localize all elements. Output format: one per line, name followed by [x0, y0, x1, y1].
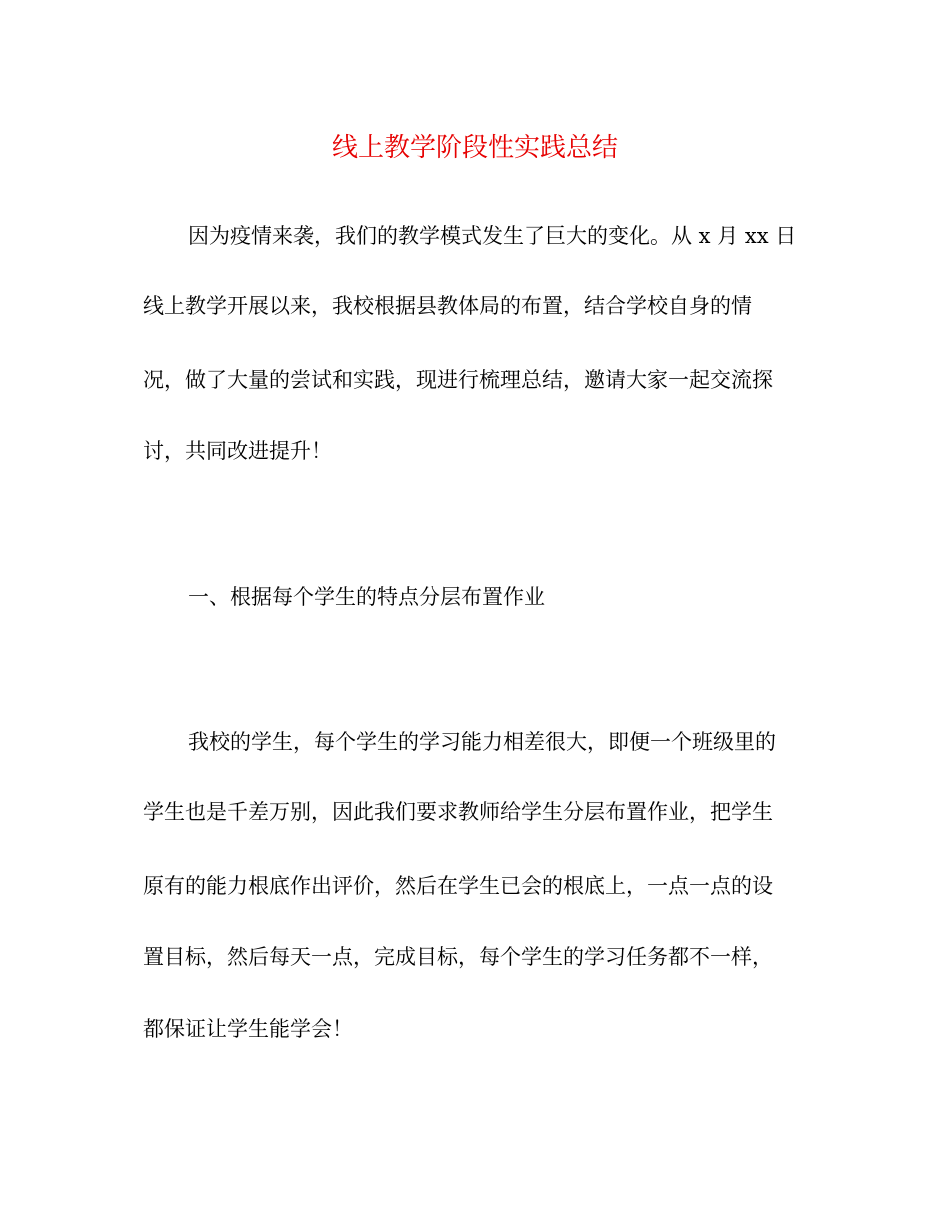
document-title: 线上教学阶段性实践总结 [331, 133, 618, 163]
section1-line-4: 置目标，然后每天一点，完成目标，每个学生的学习任务都不一样， [143, 945, 773, 969]
intro-line-2: 线上教学开展以来，我校根据县教体局的布置，结合学校自身的情 [143, 294, 752, 318]
section1-line-2: 学生也是千差万别，因此我们要求教师给学生分层布置作业，把学生 [143, 800, 773, 824]
section1-line-3: 原有的能力根底作出评价，然后在学生已会的根底上，一点一点的设 [143, 874, 773, 898]
intro-line-3: 况，做了大量的尝试和实践，现进行梳理总结，邀请大家一起交流探 [143, 368, 773, 392]
section-heading-1: 一、根据每个学生的特点分层布置作业 [188, 585, 545, 609]
intro-line-4: 讨，共同改进提升！ [143, 439, 332, 463]
section1-line-5: 都保证让学生能学会！ [143, 1017, 353, 1041]
section1-line-1: 我校的学生，每个学生的学习能力相差很大，即便一个班级里的 [188, 730, 776, 754]
intro-line-1: 因为疫情来袭，我们的教学模式发生了巨大的变化。从 x 月 xx 日 [188, 224, 797, 248]
